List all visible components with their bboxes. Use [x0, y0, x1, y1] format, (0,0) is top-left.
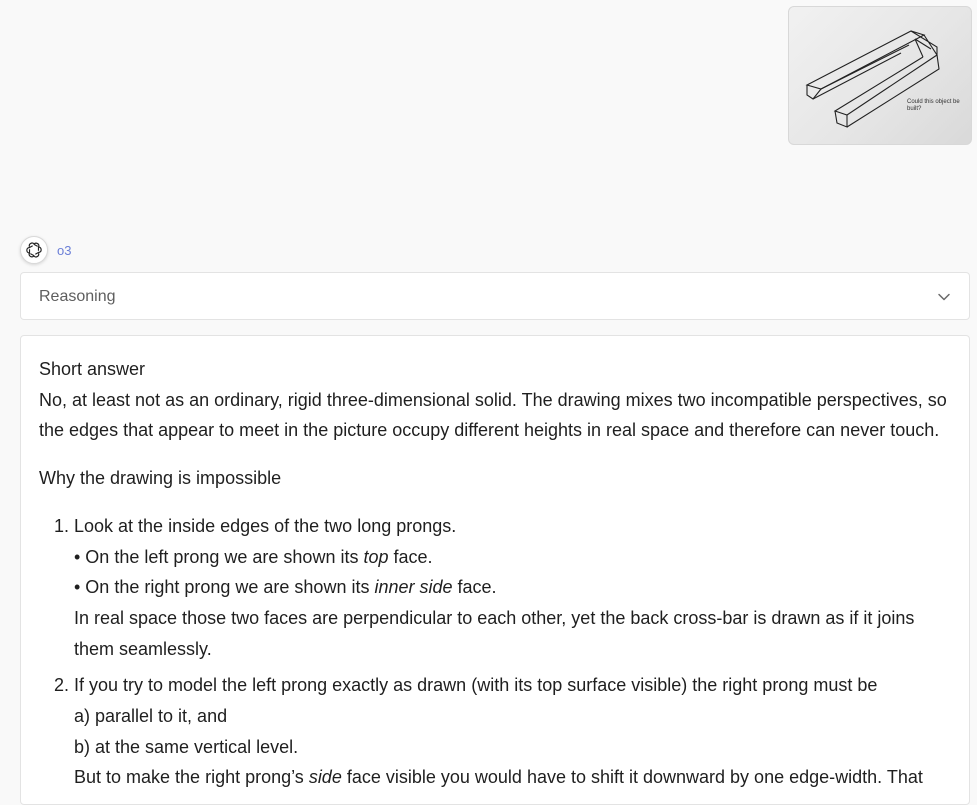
impossible-fork-drawing [789, 7, 971, 144]
list-item [74, 670, 951, 793]
image-caption: Could this object be built? [907, 99, 960, 112]
chevron-down-icon[interactable] [937, 290, 951, 304]
item-1-bullet-1: • On the left prong we are shown its top face. [74, 546, 433, 567]
explanation-list [39, 511, 951, 793]
assistant-answer [20, 335, 970, 805]
openai-logo-icon [20, 236, 48, 264]
item-2-title: 2. If you try to model the left prong exactly as drawn (with its top surface visible) the right prong must be [74, 675, 878, 696]
item-1-conclusion: In real space those two faces are perpendicular to each other, yet the back cross-bar is drawn as if it joins them seamlessly. [74, 607, 915, 659]
reasoning-toggle[interactable] [20, 272, 970, 320]
list-item [74, 511, 951, 665]
item-2-option-a: a) parallel to it, and [74, 706, 228, 727]
item-2-option-b: b) at the same vertical level. [74, 736, 299, 757]
reasoning-label: Reasoning [39, 288, 116, 305]
item-1-title: 1. Look at the inside edges of the two long prongs. [74, 515, 457, 536]
model-name: o3 [57, 242, 72, 258]
why-heading: Why the drawing is impossible [39, 468, 282, 489]
user-uploaded-image[interactable] [788, 6, 972, 145]
assistant-header [20, 236, 71, 264]
short-answer-text: No, at least not as an ordinary, rigid three-dimensional solid. The drawing mixes two incompatible perspectives, so the edges that appear to meet in the picture occupy different heights in real space and therefore can never touch. [39, 389, 947, 441]
short-answer-heading: Short answer [39, 359, 146, 379]
item-1-bullet-2: • On the right prong we are shown its inner side face. [74, 577, 497, 598]
item-2-tail: But to make the right prong’s side face visible you would have to shift it downward by one edge-width. That [74, 767, 923, 788]
